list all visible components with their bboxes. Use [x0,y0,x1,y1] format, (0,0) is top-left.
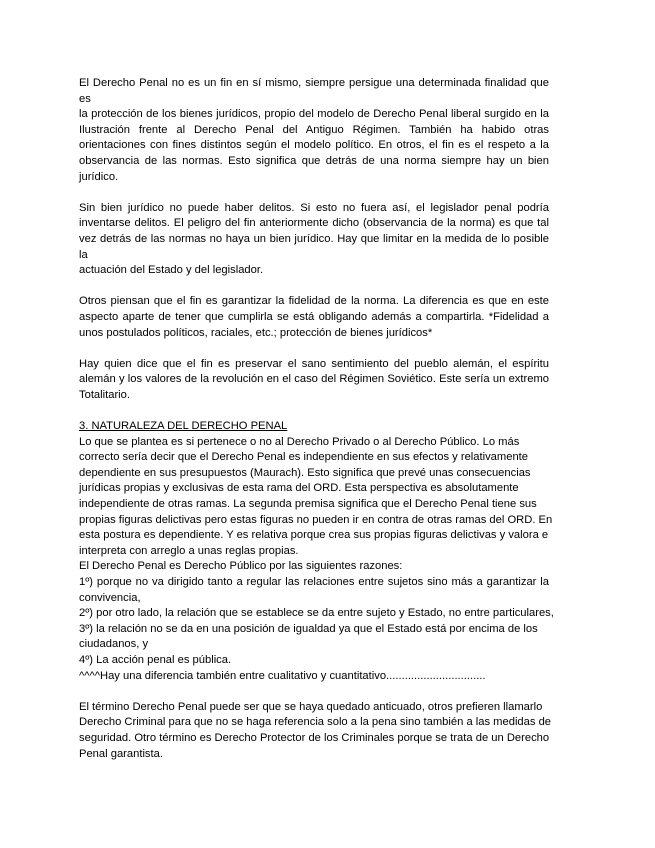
text-line: jurídicas propias y exclusivas de esta rama del ORD. Esta perspectiva es absolutamente [79,482,519,495]
text-line: El término Derecho Penal puede ser que se haya quedado anticuado, otros prefieren llamarlo [79,700,543,713]
section-heading: 3. NATURALEZA DEL DERECHO PENAL [79,420,288,433]
text-line: alemán y los valores de la revolución en el caso del Régimen Soviético. Este sería un extremo [79,373,549,386]
text-line: Hay quien dice que el fin es preservar el sano sentimiento del pueblo alemán, el espíritu [79,357,549,370]
text-line: esta postura es dependiente. Y es relativa porque crea sus propias figuras delictivas y valora e [79,529,549,542]
text-line: vez detrás de las normas no haya un bien jurídico. Hay que limitar en la medida de lo posible la [79,232,549,261]
text-line: jurídico. [79,170,119,183]
text-line: seguridad. Otro término es Derecho Protector de los Criminales porque se trata de un Derecho [79,731,550,744]
text-line: orientaciones con fines distintos según el modelo político. En otros, el fin es el respeto a la [79,139,549,152]
text-line: propias figuras delictivas pero estas figuras no pueden ir en contra de otras ramas del ORD. En [79,513,553,526]
text-line: aspecto aparte de tener que cumplirla se está obligando además a compartirla. *Fidelidad a [79,310,549,323]
text-line: independiente de otras ramas. La segunda premisa significa que el Derecho Penal tiene sus [79,498,537,511]
section-naturaleza [79,419,554,684]
text-line: interpreta con arreglo a unas reglas propias. [79,544,299,557]
list-item-1: 1º) porque no va dirigido tanto a regular las relaciones entre sujetos sino más a garantizar la [79,576,549,588]
text-line: ciudadanos, y [79,638,149,651]
document-page [79,76,554,778]
text-line: Lo que se plantea es si pertenece o no al Derecho Privado o al Derecho Público. Lo más [79,435,520,448]
paragraph-fidelidad [79,294,549,341]
text-line: Totalitario. [79,388,130,401]
text-line: actuación del Estado y del legislador. [79,264,264,277]
text-line: El Derecho Penal no es un fin en sí mismo, siempre persigue una determinada finalidad que es [79,77,549,105]
text-line: Sin bien jurídico no puede haber delitos. Si esto no fuera así, el legislador penal podría [79,201,549,214]
text-line: El Derecho Penal es Derecho Público por las siguientes razones: [79,560,403,573]
text-line: dependiente en sus presupuestos (Maurach). Esto significa que prevé unas consecuencias [79,466,531,479]
text-line: inventarse delitos. El peligro del fin anteriormente dicho (observancia de la norma) es que tal [79,217,549,230]
paragraph-purpose [79,76,549,185]
text-line: Derecho Criminal para que no se haga referencia solo a la pena sino también a las medidas de [79,716,552,729]
list-item-3: 3º) la relación no se da en una posición de igualdad ya que el Estado está por encima de los [79,622,538,635]
text-line: observancia de las normas. Esto significa que detrás de una norma siempre hay un bien [79,154,549,167]
note-line: ^^^^Hay una diferencia también entre cualitativo y cuantitativo................................ [79,669,486,682]
paragraph-terminologia [79,700,552,762]
list-item-4: 4º) La acción penal es pública. [79,653,232,666]
text-line: la protección de los bienes jurídicos, propio del modelo de Derecho Penal liberal surgido en la [79,108,549,121]
text-line: Ilustración frente al Derecho Penal del Antiguo Régimen. También ha habido otras [79,123,549,136]
text-line: correcto sería decir que el Derecho Penal es independiente en sus efectos y relativamente [79,451,529,464]
text-line: Otros piensan que el fin es garantizar la fidelidad de la norma. La diferencia es que en este [79,295,549,308]
paragraph-sentimiento [79,357,549,404]
text-line: convivencia, [79,591,141,604]
text-line: unos postulados políticos, raciales, etc.; protección de bienes jurídicos* [79,326,433,339]
paragraph-bien-juridico [79,201,549,279]
text-line: Penal garantista. [79,747,163,760]
list-item-2: 2º) por otro lado, la relación que se establece se da entre sujeto y Estado, no entre particulares, [79,607,554,620]
